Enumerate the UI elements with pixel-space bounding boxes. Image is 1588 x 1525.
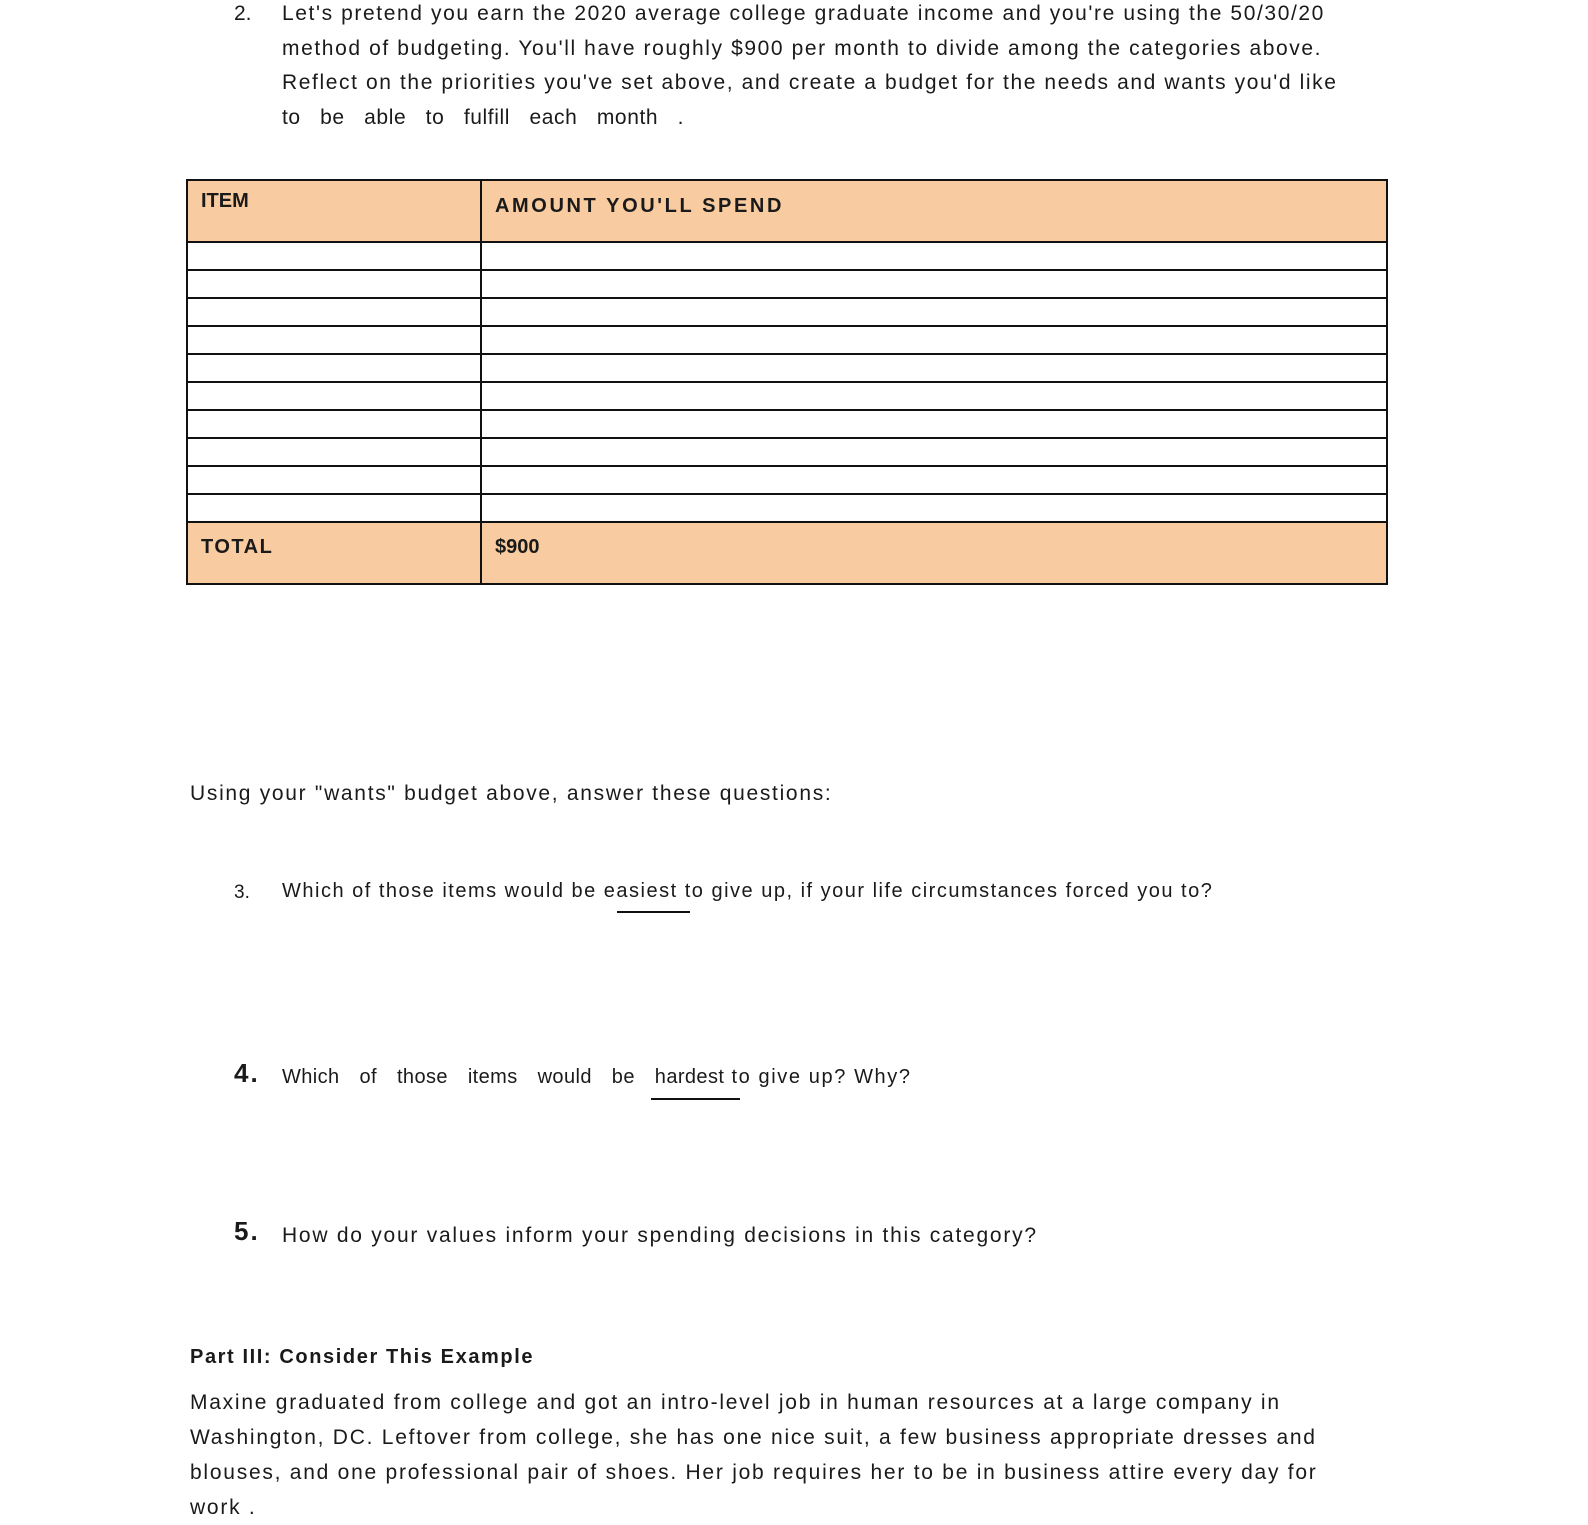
item-cell[interactable]	[187, 270, 481, 298]
amount-cell[interactable]	[481, 410, 1387, 438]
total-value: $900	[495, 536, 540, 558]
question-3-text-before: Which of those items would be	[282, 880, 604, 902]
question-4-emphasis: hardest	[654, 1066, 725, 1088]
total-label-cell	[187, 522, 481, 584]
budget-table-header-row	[187, 180, 1387, 242]
item-cell[interactable]	[187, 410, 481, 438]
amount-cell[interactable]	[481, 382, 1387, 410]
example-line: work .	[190, 1496, 257, 1519]
budget-table	[186, 179, 1388, 585]
amount-cell[interactable]	[481, 242, 1387, 270]
item-cell[interactable]	[187, 242, 481, 270]
table-row	[187, 326, 1387, 354]
header-amount-cell	[481, 180, 1387, 242]
question-2-line: Let's pretend you earn the 2020 average college graduate income and you're using the 50/30/20	[282, 2, 1325, 25]
table-row	[187, 354, 1387, 382]
question-2-line: method of budgeting. You'll have roughly $900 per month to divide among the categories above.	[282, 36, 1323, 60]
question-3-text	[282, 880, 1213, 903]
example-paragraph	[190, 1385, 1318, 1525]
example-line: blouses, and one professional pair of shoes. Her job requires her to be in business attire every day for	[190, 1461, 1318, 1484]
amount-cell[interactable]	[481, 466, 1387, 494]
item-cell[interactable]	[187, 494, 481, 522]
amount-cell[interactable]	[481, 326, 1387, 354]
question-3-text-after: to give up, if your life circumstances forced you to?	[677, 880, 1214, 902]
item-cell[interactable]	[187, 438, 481, 466]
table-row	[187, 298, 1387, 326]
total-label: TOTAL	[201, 536, 274, 558]
question-2-number: 2.	[234, 2, 252, 25]
question-4-text-after: to give up? Why?	[724, 1066, 912, 1088]
header-item-cell	[187, 180, 481, 242]
question-5-text: How do your values inform your spending decisions in this category?	[282, 1224, 1038, 1247]
table-row	[187, 382, 1387, 410]
item-cell[interactable]	[187, 298, 481, 326]
table-row	[187, 242, 1387, 270]
question-3-emphasis: easiest	[603, 880, 678, 902]
amount-cell[interactable]	[481, 494, 1387, 522]
question-5-number: 5.	[234, 1216, 260, 1246]
header-item-label: ITEM	[201, 190, 249, 212]
question-3-number: 3.	[234, 882, 250, 903]
amount-cell[interactable]	[481, 298, 1387, 326]
table-row	[187, 410, 1387, 438]
question-4-number: 4.	[234, 1058, 260, 1088]
question-4-underline	[651, 1098, 740, 1100]
budget-table-total-row	[187, 522, 1387, 584]
item-cell[interactable]	[187, 466, 481, 494]
question-3-underline	[617, 911, 690, 913]
table-row	[187, 270, 1387, 298]
question-2-text	[282, 0, 1338, 135]
table-row	[187, 438, 1387, 466]
item-cell[interactable]	[187, 354, 481, 382]
item-cell[interactable]	[187, 382, 481, 410]
table-row	[187, 466, 1387, 494]
example-line: Maxine graduated from college and got an intro-level job in human resources at a large company in	[190, 1391, 1281, 1414]
question-2-line: Reflect on the priorities you've set above, and create a budget for the needs and wants you'd like	[282, 71, 1338, 94]
item-cell[interactable]	[187, 326, 481, 354]
total-value-cell	[481, 522, 1387, 584]
amount-cell[interactable]	[481, 438, 1387, 466]
table-row	[187, 494, 1387, 522]
question-4-text	[282, 1066, 912, 1089]
header-amount-label: AMOUNT YOU'LL SPEND	[495, 195, 784, 217]
question-4-text-before: Which of those items would be	[282, 1066, 655, 1088]
part-3-title: Part III: Consider This Example	[190, 1346, 535, 1368]
question-2-line: to be able to fulfill each month .	[282, 105, 685, 129]
wants-intro: Using your "wants" budget above, answer these questions:	[190, 782, 833, 805]
amount-cell[interactable]	[481, 270, 1387, 298]
example-line: Washington, DC. Leftover from college, she has one nice suit, a few business appropriate dresses and	[190, 1426, 1317, 1449]
amount-cell[interactable]	[481, 354, 1387, 382]
